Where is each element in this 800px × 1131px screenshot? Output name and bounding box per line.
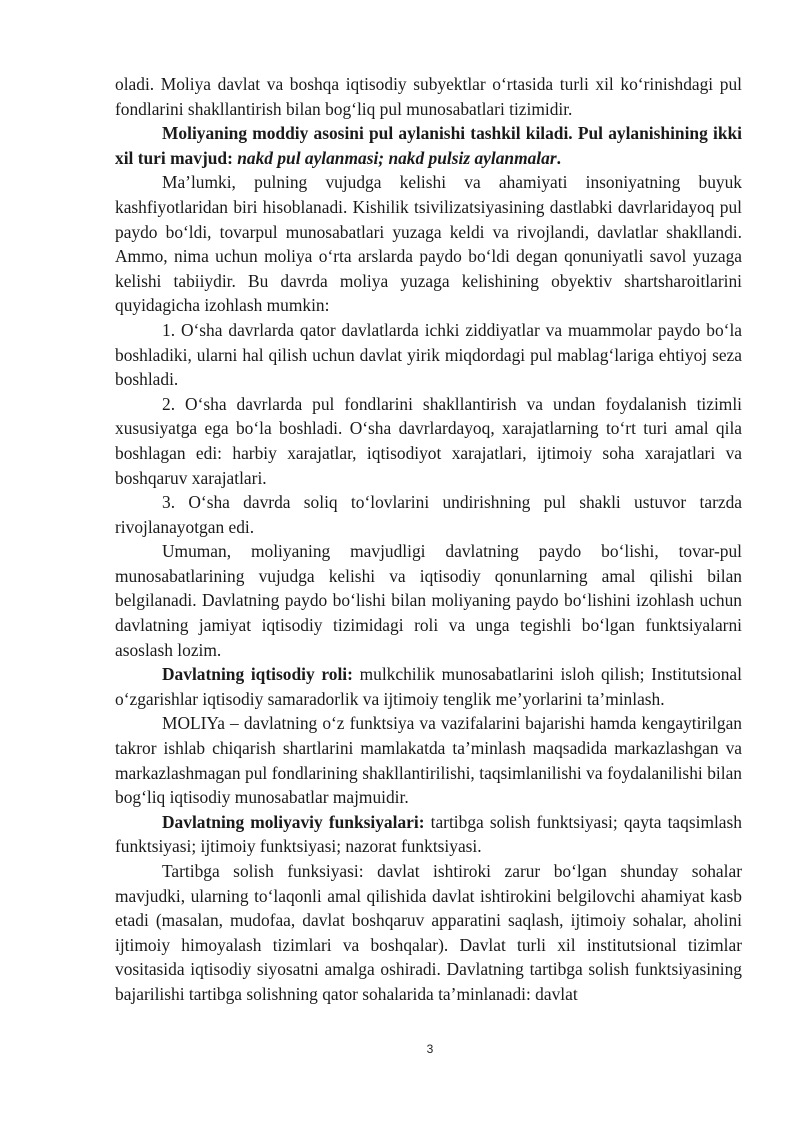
paragraph-iqtisodiy-roli: [115, 662, 742, 711]
bold-italic-text: nakd pul aylanmasi; nakd pulsiz aylanmalar: [237, 147, 557, 168]
list-item-2: 2. O‘sha davrlarda pul fondlarini shakllantirish va undan foydalanish tizimli xususiyatga ega bo‘la boshladi. O‘sha davrlardayoq, xarajatlarning to‘rt turi amal qila boshlagan edi: harbiy xarajatlar, iqtisodiyot xarajatlari, ijtimoiy soha xarajatlari va boshqaruv xarajatlari.: [115, 393, 742, 488]
definition-text: mulkchilik munosabatlarini isloh qilish; Institutsional o‘zgarishlar iqtisodiy samaradorlik va ijtimoiy tenglik me’yorlarini ta’minlash.: [115, 664, 742, 709]
paragraph-pul-aylanishi: [115, 121, 742, 170]
paragraph-continuation: oladi. Moliya davlat va boshqa iqtisodiy subyektlar o‘rtasida turli xil ko‘rinishdagi pul fondlarini shakllantirish bilan bog‘liq pul munosabatlari tizimidir.: [115, 74, 742, 119]
list-item-1: 1. O‘sha davrlarda qator davlatlarda ichki ziddiyatlar va muammolar paydo bo‘la boshladiki, ularni hal qilish uchun davlat yirik miqdordagi pul mablag‘lariga ehtiyoj seza boshladi.: [115, 319, 742, 390]
paragraph-moliyaviy-funksiyalari: [115, 810, 742, 859]
page-body: [115, 72, 742, 1007]
bold-text: Moliyaning moddiy asosini pul aylanishi tashkil kiladi. Pul aylanishining ikki xil turi mavjud:: [115, 123, 742, 168]
list-item-3: 3. O‘sha davrda soliq to‘lovlarini undirishning pul shakli ustuvor tarzda rivojlanayotgan edi.: [115, 492, 742, 537]
paragraph-umuman: Umuman, moliyaning mavjudligi davlatning paydo bo‘lishi, tovar-pul munosabatlarining vujudga kelishi va iqtisodiy qonunlarning amal qilishi bilan belgilanadi. Davlatning paydo bo‘lishi bilan moliyaning paydo bo‘lishini izohlash uchun davlatning jamiyat iqtisodiy tizimidagi roli va unga tegishli bo‘lgan funktsiyalarni asoslash lozim.: [115, 541, 742, 660]
definition-text: tartibga solish funktsiyasi; qayta taqsimlash funktsiyasi; ijtimoiy funktsiyasi; nazorat funktsiyasi.: [115, 811, 742, 857]
term-bold: Davlatning iqtisodiy roli:: [162, 664, 353, 685]
page-number: 3: [426, 1042, 434, 1056]
term-bold: Davlatning moliyaviy funksiyalari:: [162, 811, 425, 832]
paragraph-moliya-definition: MOLIYa – davlatning o‘z funktsiya va vazifalarini bajarishi hamda kengaytirilgan takror ishlab chiqarish shartlarini mamlakatda ta’minlash maqsadida markazlashgan va markazlashmagan pul fondlarining shakllantirilishi, taqsimlanilishi va foydalanilishi bilan bog‘liq iqtisodiy munosabatlar majmuidir.: [115, 713, 742, 808]
paragraph-tartibga-solish: Tartibga solish funksiyasi: davlat ishtiroki zarur bo‘lgan shunday sohalar mavjudki, ularning to‘laqonli amal qilishida davlat ishtirokini belgilovchi ahamiyat kasb etadi (masalan, mudofaa, davlat boshqaruv apparatini saqlash, ijtimoiy sohalar, aholini ijtimoiy himoyalash tizimlari va boshqalar). Davlat turli xil institutsional tizimlar vositasida iqtisodiy siyosatni amalga oshiradi. Davlatning tartibga solish funktsiyasining bajarilishi tartibga solishning qator sohalarida ta’minlanadi: davlat: [115, 861, 742, 1004]
bold-period: .: [556, 147, 561, 168]
paragraph-malumki: Ma’lumki, pulning vujudga kelishi va ahamiyati insoniyatning buyuk kashfiyotlaridan biri hisoblanadi. Kishilik tsivilizatsiyasining dastlabki davrlaridayoq pul paydo bo‘ldi, tovarpul munosabatlari yuzaga keldi va rivojlandi, davlatlar shakllandi. Ammo, nima uchun moliya o‘rta arslarda paydo bo‘ldi degan qonuniyatli savol yuzaga kelishi tabiiydir. Bu davrda moliya yuzaga kelishining obyektiv shartsharoitlarini quyidagicha izohlash mumkin:: [115, 172, 742, 316]
